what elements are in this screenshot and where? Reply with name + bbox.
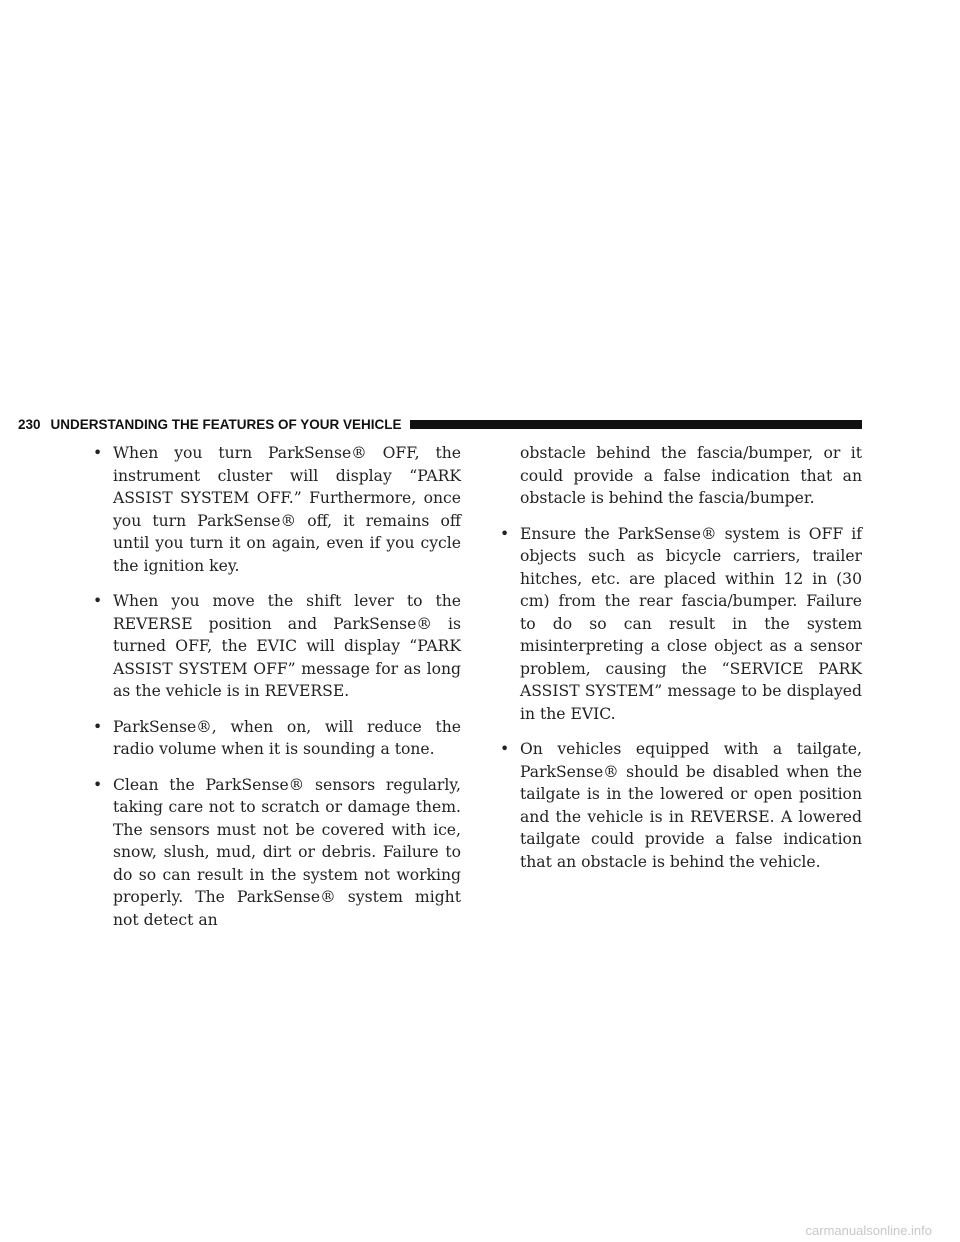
right-bullet-list [500, 523, 862, 874]
left-column [93, 442, 461, 944]
page-number: 230 [18, 416, 41, 432]
bullet-icon: • [500, 524, 510, 543]
list-item-text: Ensure the ParkSense® system is OFF if objects such as bicycle carriers, trailer hitches, etc. are placed within 12 in (30 cm) from the rear fascia/bumper. Failure to do so can result in the system misinterpreting a close object as a sensor problem, causing the “SERVICE PARK ASSIST SYSTEM” message to be displayed in the EVIC. [520, 524, 862, 723]
list-item-text: When you move the shift lever to the REVERSE position and ParkSense® is turned OFF, the EVIC will display “PARK ASSIST SYSTEM OFF” message for as long as the vehicle is in REVERSE. [113, 592, 461, 700]
list-item-text: Clean the ParkSense® sensors regularly, taking care not to scratch or damage them. The sensors must not be covered with ice, snow, slush, mud, dirt or debris. Failure to do so can result in the system not working properly. The ParkSense® system might not detect an [113, 775, 461, 929]
list-item-text: When you turn ParkSense® OFF, the instrument cluster will display “PARK ASSIST SYSTEM OFF.” Furthermore, once you turn ParkSense® off, it remains off until you turn it on again, even if you cycle the ignition key. [113, 444, 461, 575]
bullet-icon: • [93, 444, 103, 462]
list-item [93, 590, 461, 703]
left-bullet-list [93, 442, 461, 931]
section-title: UNDERSTANDING THE FEATURES OF YOUR VEHICLE [50, 416, 402, 432]
list-item [93, 716, 461, 761]
list-item [93, 442, 461, 577]
page-header [18, 414, 862, 434]
footer-watermark: carmanualsonline.info [805, 1223, 932, 1238]
continued-paragraph: obstacle behind the fascia/bumper, or it could provide a false indication that an obstacle is behind the fascia/bumper. [520, 444, 862, 507]
right-column [500, 442, 862, 886]
list-item-text: On vehicles equipped with a tailgate, ParkSense® should be disabled when the tailgate is in the lowered or open position and the vehicle is in REVERSE. A lowered tailgate could provide a false indication that an obstacle is behind the vehicle. [520, 740, 862, 871]
header-rule [410, 420, 862, 429]
list-item [500, 523, 862, 726]
list-item-text: ParkSense®, when on, will reduce the radio volume when it is sounding a tone. [113, 717, 461, 758]
bullet-icon: • [93, 775, 103, 794]
bullet-icon: • [500, 740, 510, 758]
list-item [93, 774, 461, 932]
bullet-icon: • [93, 717, 103, 736]
bullet-icon: • [93, 592, 103, 610]
list-item [500, 738, 862, 873]
